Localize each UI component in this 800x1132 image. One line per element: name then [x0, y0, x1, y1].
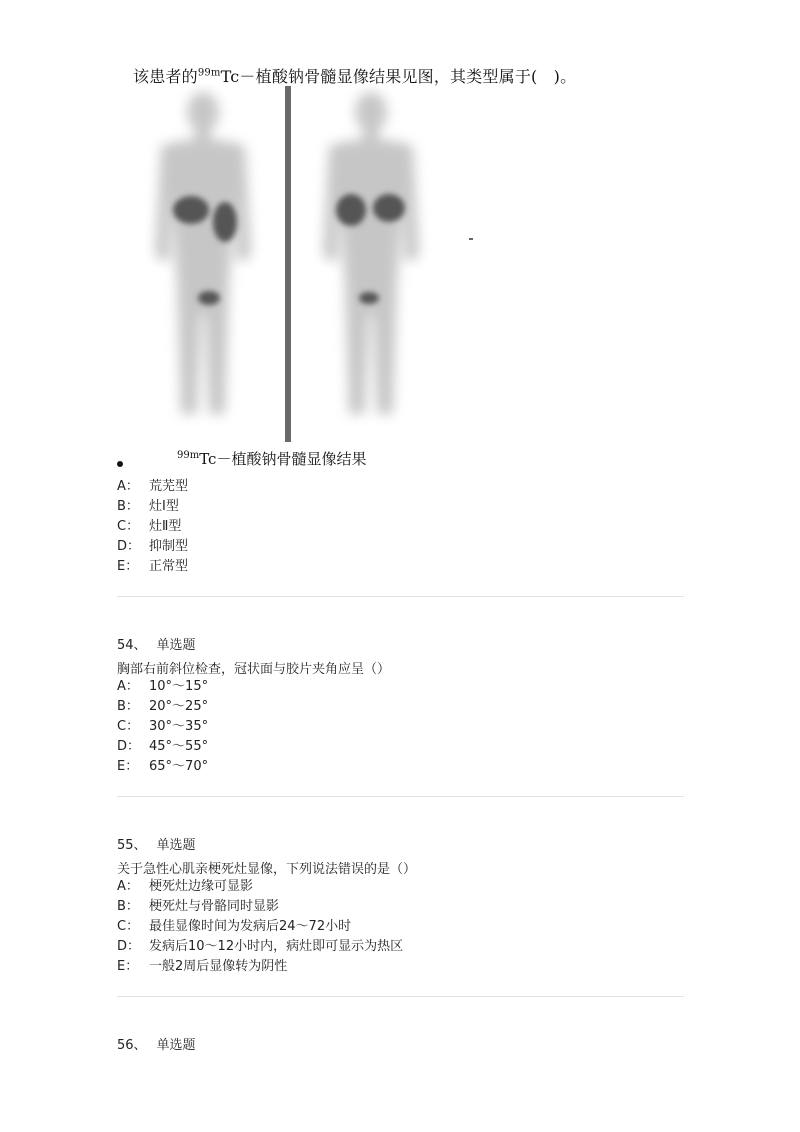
q55-header: 55、 单选题: [117, 838, 196, 853]
scan-image: [125, 84, 595, 446]
option-e[interactable]: E： 一般2周后显像转为阴性: [117, 959, 288, 974]
q54-options: [117, 677, 208, 777]
bone-marrow-scan-figure: [125, 60, 595, 472]
option-e[interactable]: E： 正常型: [117, 559, 189, 574]
liver-uptake: [173, 196, 209, 224]
option-b[interactable]: B： 灶Ⅰ型: [117, 499, 179, 514]
q55-options: [117, 877, 403, 977]
q53-options: [117, 477, 188, 577]
option-d[interactable]: D： 45°～55°: [117, 739, 209, 754]
image-divider: [285, 86, 291, 442]
list-bullet: [117, 461, 123, 467]
figure-question-text: 该患者的$^{99m}$Tc－植酸钠骨髓显像结果见图，其类型属于( )。: [133, 67, 577, 86]
posterior-body-scan: [323, 92, 419, 414]
q56-header: 56、 单选题: [117, 1038, 196, 1053]
option-b[interactable]: B： 20°～25°: [117, 699, 209, 714]
option-a[interactable]: A： 梗死灶边缘可显影: [117, 879, 254, 894]
option-b[interactable]: B： 梗死灶与骨骼同时显影: [117, 899, 280, 914]
q54-header: 54、 单选题: [117, 638, 196, 653]
question-divider: [117, 596, 684, 597]
question-divider: [117, 796, 684, 797]
option-a[interactable]: A： 荒芜型: [117, 479, 189, 494]
option-d[interactable]: D： 发病后10～12小时内，病灶即可显示为热区: [117, 939, 404, 954]
bladder-uptake: [198, 291, 220, 305]
anterior-body-scan: [155, 92, 251, 414]
option-a[interactable]: A： 10°～15°: [117, 679, 209, 694]
option-d[interactable]: D： 抑制型: [117, 539, 189, 554]
q54-stem: 胸部右前斜位检查，冠状面与胶片夹角应呈（）: [117, 662, 391, 677]
option-c[interactable]: C： 最佳显像时间为发病后24～72小时: [117, 919, 352, 934]
question-divider: [117, 996, 684, 997]
option-c[interactable]: C： 30°～35°: [117, 719, 209, 734]
spleen-uptake: [213, 202, 237, 242]
option-c[interactable]: C： 灶Ⅱ型: [117, 519, 182, 534]
figure-caption: $^{99m}$Tc－植酸钠骨髓显像结果: [177, 450, 367, 468]
option-e[interactable]: E： 65°～70°: [117, 759, 209, 774]
q55-stem: 关于急性心肌亲梗死灶显像，下列说法错误的是（）: [117, 862, 417, 877]
